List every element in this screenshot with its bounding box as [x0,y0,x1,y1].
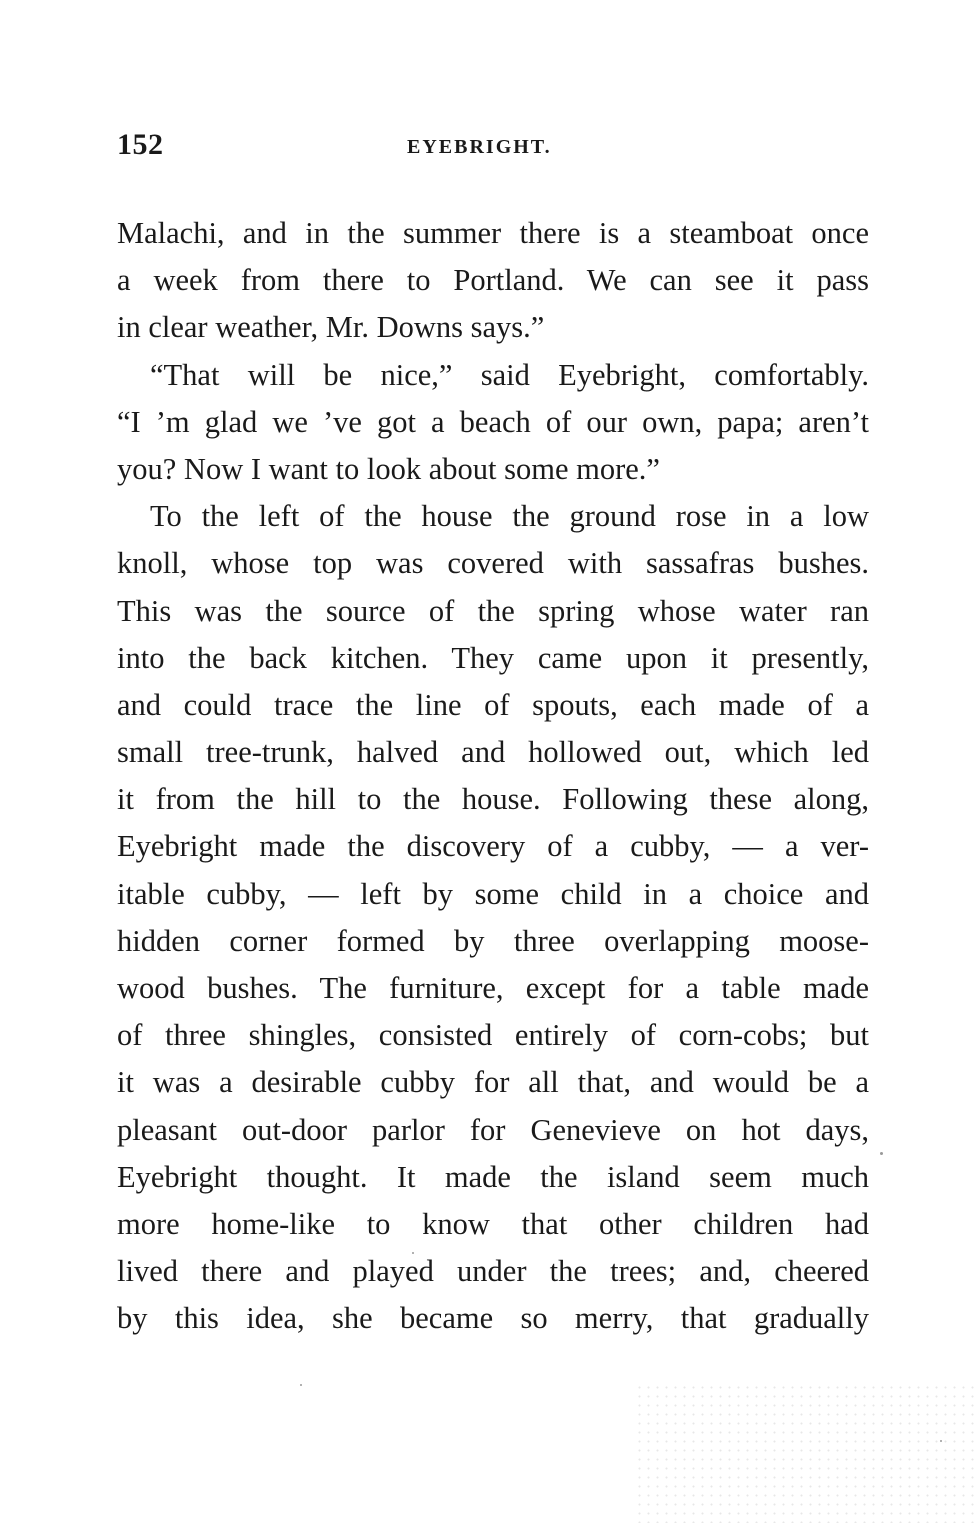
text-line: “I ’m glad we ’ve got a beach of our own, papa; aren’t [117,404,869,439]
text-line: lived there and played under the trees; and, cheered [117,1254,869,1289]
running-title: EYEBRIGHT. [407,136,552,158]
text-line: pleasant out-door parlor for Genevieve on hot days, [117,1112,869,1147]
text-line: hidden corner formed by three overlapping moose- [117,923,869,958]
text-line: wood bushes. The furniture, except for a table made [117,971,869,1005]
text-line: by this idea, she became so merry, that gradually [117,1301,869,1336]
scan-speck [880,1152,883,1155]
text-line: of three shingles, consisted entirely of corn-cobs; but [117,1018,869,1053]
text-line: “That will be nice,” said Eyebright, comfortably. [150,357,869,392]
text-line: in clear weather, Mr. Downs says.” [117,310,545,345]
scan-speck [300,1384,302,1386]
text-line: into the back kitchen. They came upon it presently, [117,640,869,675]
text-line: more home-like to know that other children had [117,1206,869,1241]
text-line: it was a desirable cubby for all that, and would be a [117,1065,869,1100]
text-line: knoll, whose top was covered with sassafras bushes. [117,546,869,581]
text-line: This was the source of the spring whose water ran [117,593,869,628]
page-header [117,128,869,168]
text-line: and could trace the line of spouts, each made of a [117,687,869,722]
text-line: Eyebright thought. It made the island seem much [117,1159,869,1194]
text-line: small tree-trunk, halved and hollowed out, which led [117,735,869,770]
body-text [117,210,869,1343]
text-line: Eyebright made the discovery of a cubby, — a ver- [117,829,869,864]
text-line: itable cubby, — left by some child in a choice and [117,876,869,911]
text-line: To the left of the house the ground rose in a low [150,499,869,534]
text-line: it from the hill to the house. Following these along, [117,782,869,817]
text-line: a week from there to Portland. We can see it pass [117,263,869,298]
page-number: 152 [117,128,164,161]
text-line: Malachi, and in the summer there is a steamboat once [117,216,869,250]
scan-speck [412,1252,414,1254]
scan-grain [635,1383,975,1523]
text-line: you? Now I want to look about some more.” [117,451,660,486]
